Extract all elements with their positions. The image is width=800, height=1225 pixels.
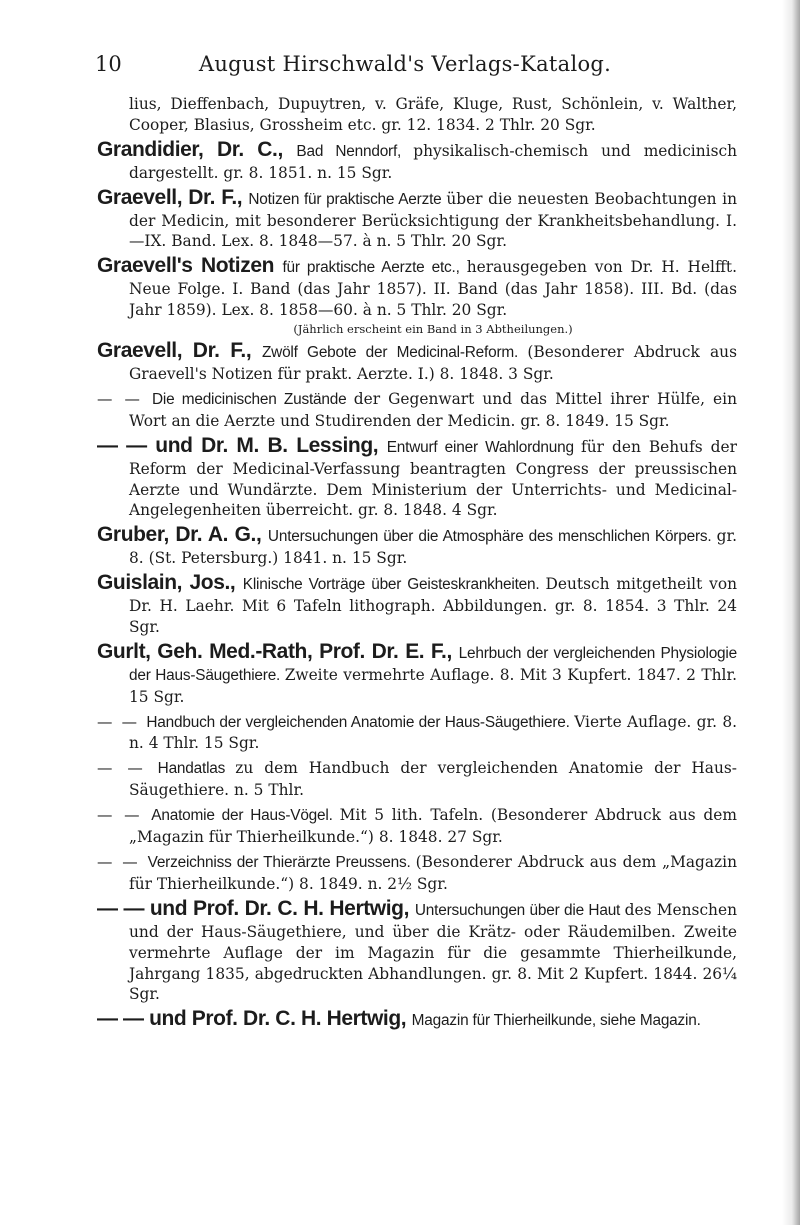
entry-text: gr. 8. (St. Petersburg.) 1841. n. 15 Sgr. [129,527,738,568]
page-header [95,50,715,80]
entry-author: — — und Dr. M. B. Lessing, [97,433,387,457]
entry-title: Magazin für Thierheilkunde, siehe Magazin. [411,1012,701,1030]
entry-repeat-dash: — — [97,712,147,731]
entry-text: Deutsch mitgetheilt von Dr. H. Laehr. Mit 6 Tafeln lithograph. Abbildungen. gr. 8. 1854. 3 Thlr. 24 Sgr. [129,575,737,636]
entry-title: Verzeichniss der Thierärzte Preussens. [147,854,416,871]
entry-author: Graevell, Dr. F., [97,339,262,363]
catalog-entry [97,137,737,184]
catalog-entry [97,805,737,848]
catalog-entry [97,1009,737,1032]
entry-author: Gurlt, Geh. Med.-Rath, Prof. Dr. E. F., [97,639,459,663]
catalog-entry [97,896,737,1006]
entry-title: Bad Nenndorf, [296,142,414,160]
entry-text: über die neuesten Beobachtungen in der Medicin, mit besonderer Berücksichtigung der Krankheitsbehandlung. I.—IX. Band. Lex. 8. 1848—57. à n. 5 Thlr. 20 Sgr. [129,189,737,251]
entry-text: Zweite vermehrte Auflage. 8. Mit 3 Kupfert. 1847. 2 Thlr. 15 Sgr. [129,665,738,706]
entry-text: physikalisch-chemisch und medicinisch dargestellt. gr. 8. 1851. n. 15 Sgr. [129,141,737,182]
entry-author: — — und Prof. Dr. C. H. Hertwig, [97,896,415,920]
entry-author: — — und Prof. Dr. C. H. Hertwig, [97,1007,412,1031]
entry-title: Handatlas [157,760,236,778]
entry-text: herausgegeben von Dr. H. Helfft. Neue Folge. I. Band (das Jahr 1857). II. Band (das Jahr 1858). III. Bd. (das Jahr 1859). Lex. 8. 1858—60. à n. 5 Thlr. 20 Sgr. [129,258,737,320]
catalog-entry [97,712,737,755]
entry-text: (Besonderer Abdruck aus dem „Magazin für Thierheilkunde.“) 8. 1849. n. 2½ Sgr. [129,853,737,893]
entry-title: für praktische Aerzte etc., [282,259,467,277]
entry-text: lius, Dieffenbach, Dupuytren, v. Gräfe, Kluge, Rust, Schönlein, v. Walther, Cooper, Blasius, Grossheim etc. gr. 12. 1834. 2 Thlr. 20 Sgr. [129,95,737,134]
entry-repeat-dash: — — [97,806,152,825]
entry-text: für den Behufs der Reform der Medicinal-Verfassung beantragten Congress der preussischen Aerzte und Wundärzte. Dem Ministerium der Unterrichts- und Medicinal-Angelegenheiten überreicht. gr. 8. 1848. 4 Sgr. [129,437,737,520]
catalog-entry [97,256,737,337]
catalog-entry [97,573,737,638]
catalog-entry [97,389,737,432]
entry-title: Untersuchungen über die Atmosphäre des menschlichen Körpers. [267,528,717,546]
catalog-entry [97,525,737,569]
entry-text: der Gegenwart und das Mittel ihrer Hülfe, ein Wort an die Aerzte und Studirenden der Medicin. gr. 8. 1849. 15 Sgr. [129,389,738,430]
catalog-entry [97,94,737,136]
catalog-entry [97,852,737,895]
catalog-entry [97,341,737,385]
entry-text: des Menschen und der Haus-Säugethiere, und über die Krätz- oder Räudemilben. Zweite vermehrte Auflage der im Magazin für die gesammte Thierheilkunde, Jahrgang 1835, abgedruckten Abhandlungen. gr. 8. Mit 2 Kupfert. 1844. 26¼ Sgr. [129,900,737,1004]
entry-repeat-dash: — — [97,389,152,408]
catalog-entry [97,185,737,253]
entry-title: Entwurf einer Wahlordnung [386,438,582,456]
catalog-entry [97,758,737,801]
catalog-entry [97,433,737,522]
entry-title: Anatomie der Haus-Vögel. [151,807,340,825]
page-number: 10 [95,52,122,76]
entry-repeat-dash: — — [97,853,148,871]
entry-title: Klinische Vorträge über Geisteskrankheiten. [242,576,546,594]
entry-author: Grandidier, Dr. C., [97,137,297,161]
entry-title: Zwölf Gebote der Medicinal-Reform. [261,344,528,362]
entry-author: Graevell, Dr. F., [97,185,249,209]
page-edge-shadow [782,0,800,1225]
entry-title: Die medicinischen Zustände [151,390,354,408]
entry-author: Gruber, Dr. A. G., [97,523,268,547]
entry-title: Lehrbuch der vergleichenden Physiologie der Haus-Säugethiere. [129,644,737,684]
entry-repeat-dash: — — [97,759,158,778]
entry-note: (Jährlich erscheint ein Band in 3 Abtheilungen.) [293,322,573,337]
entry-text: Mit 5 lith. Tafeln. (Besonderer Abdruck aus dem „Magazin für Thierheilkunde.“) 8. 1848. 27 Sgr. [129,806,737,847]
entry-title: Handbuch der vergleichenden Anatomie der Haus-Säugethiere. [146,713,575,731]
catalog-entry [97,639,738,708]
entry-title: Notizen für praktische Aerzte [248,190,447,208]
running-title: August Hirschwald's Verlags-Katalog. [198,52,612,76]
entry-text: Vierte Auflage. gr. 8. n. 4 Thlr. 15 Sgr. [129,712,738,753]
catalog-entries [97,94,737,1036]
entry-author: Guislain, Jos., [97,571,243,595]
entry-text: (Besonderer Abdruck aus Graevell's Notizen für prakt. Aerzte. I.) 8. 1848. 3 Sgr. [129,343,737,383]
entry-text: zu dem Handbuch der vergleichenden Anatomie der Haus-Säugethiere. n. 5 Thlr. [129,759,737,800]
entry-author: Graevell's Notizen [97,254,283,278]
entry-title: Untersuchungen über die Haut [414,901,625,919]
